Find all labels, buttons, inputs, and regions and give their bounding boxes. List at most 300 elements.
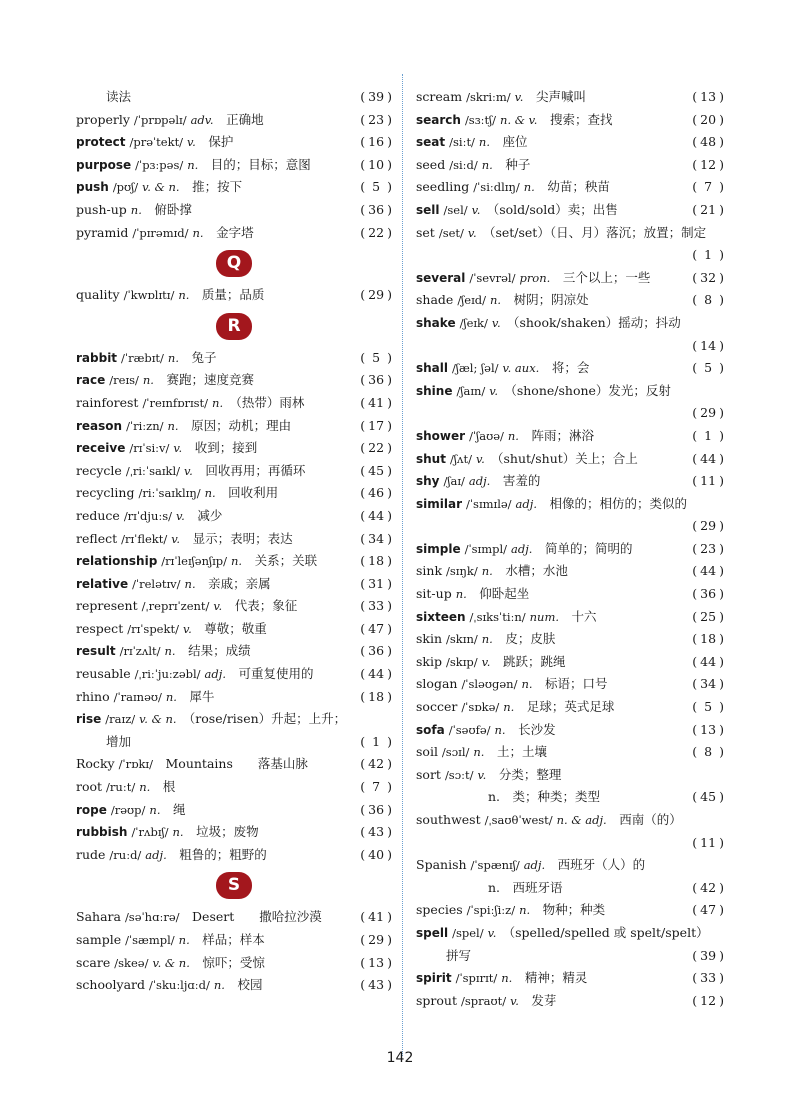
- entry-text: [416, 86, 586, 109]
- glossary-entry: [416, 967, 724, 990]
- glossary-entry: [76, 528, 392, 551]
- definition: 显示；表明；表达: [192, 530, 293, 546]
- phonetic: /rɪˈzʌlt/: [119, 644, 161, 659]
- part-of-speech: adj.: [515, 496, 537, 511]
- glossary-entry: [76, 176, 392, 199]
- unit-number: 34: [368, 530, 385, 546]
- part-of-speech: n.: [481, 564, 493, 579]
- entry-text: [416, 696, 614, 719]
- entry-text: [416, 764, 561, 787]
- headword: several: [416, 270, 466, 285]
- part-of-speech: n.: [139, 780, 151, 795]
- unit-reference: ( 32 ): [692, 267, 724, 290]
- entry-continuation: [416, 786, 724, 809]
- phonetic: /ˈrɒkɪ/: [118, 757, 153, 772]
- glossary-entry: [416, 154, 724, 177]
- part-of-speech: v.: [489, 383, 499, 398]
- part-of-speech: n.: [455, 587, 467, 602]
- unit-number: 45: [700, 789, 717, 805]
- unit-number: 48: [700, 134, 717, 150]
- unit-number: 12: [700, 156, 717, 172]
- entry-text: [416, 809, 682, 832]
- headword: sit-up: [416, 586, 452, 602]
- entry-text: [76, 222, 254, 245]
- phonetic: /spraʊt/: [460, 993, 507, 1008]
- unit-number: 13: [700, 89, 717, 104]
- headword: southwest: [416, 812, 481, 827]
- glossary-entry: [76, 929, 392, 952]
- part-of-speech: n.: [149, 802, 161, 817]
- glossary-entry: [416, 380, 724, 403]
- headword: receive: [76, 441, 126, 456]
- definition: 皮；皮肤: [505, 631, 556, 647]
- phonetic: /ˈsəʊfə/: [448, 722, 491, 737]
- part-of-speech: n.: [231, 554, 243, 569]
- definition: 阵雨；淋浴: [531, 427, 594, 443]
- phonetic: /skɪp/: [445, 654, 478, 669]
- phonetic: /ˌriːˈsaɪkl/: [125, 463, 181, 478]
- unit-reference: ( 8 ): [692, 289, 724, 312]
- glossary-entry: [76, 505, 392, 528]
- unit-reference: ( 41 ): [360, 392, 392, 415]
- definition: 代表；象征: [234, 598, 298, 614]
- unit-number: 33: [368, 598, 385, 614]
- entry-text: [76, 109, 264, 132]
- unit-number: 8: [704, 744, 713, 760]
- unit-reference: ( 22 ): [360, 222, 392, 245]
- part-of-speech: n.: [165, 689, 177, 704]
- entry-text: [416, 176, 610, 199]
- phonetic: /ruːt/: [106, 780, 136, 795]
- entry-text: [416, 854, 645, 877]
- phonetic: /ˈpɜːpəs/: [135, 157, 184, 172]
- phonetic: /ˈrʌbɪʃ/: [131, 825, 169, 840]
- entry-text: [76, 844, 267, 867]
- glossary-entry: [416, 809, 724, 832]
- glossary-entry: [416, 764, 724, 787]
- entry-text: [416, 990, 556, 1013]
- entry-text: [76, 415, 291, 438]
- entry-text: [416, 719, 556, 742]
- entry-text: [76, 753, 308, 776]
- unit-reference: ( 13 ): [360, 952, 392, 975]
- entry-text: [416, 425, 594, 448]
- entry-text: [76, 686, 214, 709]
- glossary-entry: [416, 628, 724, 651]
- unit-number: 36: [368, 201, 385, 217]
- phonetic: /raɪz/: [105, 712, 136, 727]
- part-of-speech: n.: [178, 288, 190, 303]
- headword: push: [76, 180, 109, 195]
- part-of-speech: n.: [167, 418, 179, 433]
- part-of-speech: v.: [184, 463, 193, 478]
- part-of-speech: v.: [173, 441, 183, 456]
- headword: protect: [76, 135, 126, 150]
- headword: sample: [76, 932, 122, 947]
- entry-text: [416, 380, 671, 403]
- phonetic: /skriːm/: [466, 90, 511, 104]
- part-of-speech: adj.: [145, 847, 167, 862]
- glossary-entry: [76, 640, 392, 663]
- entry-text: [76, 199, 192, 222]
- definition: 根: [162, 779, 176, 795]
- headword: search: [416, 112, 461, 127]
- definition: 尊敬；敬重: [204, 620, 267, 636]
- headword: spirit: [416, 971, 452, 986]
- definition: （热带）雨林: [235, 394, 305, 410]
- part-of-speech: v.: [213, 599, 223, 614]
- definition: 幼苗；秧苗: [547, 179, 610, 195]
- part-of-speech: v.: [510, 993, 519, 1008]
- glossary-entry: [416, 922, 724, 945]
- definition: 精神；精灵: [524, 970, 588, 986]
- entry-continuation: [76, 731, 392, 754]
- definition: 分类；整理: [498, 766, 562, 782]
- unit-number: 1: [704, 427, 713, 443]
- entry-text: [76, 573, 271, 596]
- part-of-speech: n.: [523, 180, 535, 195]
- unit-reference: ( 29 ): [360, 929, 392, 952]
- entry-text: [416, 899, 605, 922]
- glossary-entry: [76, 199, 392, 222]
- unit-reference: ( 44 ): [360, 663, 392, 686]
- entry-text: [76, 176, 242, 199]
- unit-number: 33: [700, 970, 717, 986]
- glossary-entry: [76, 573, 392, 596]
- part-of-speech: n.: [130, 202, 142, 217]
- page-number: 142: [386, 1050, 414, 1066]
- unit-reference: ( 34 ): [360, 528, 392, 551]
- unit-number: 17: [368, 417, 385, 433]
- glossary-entry: [76, 460, 392, 483]
- part-of-speech: n.: [172, 825, 184, 840]
- part-of-speech: n.: [204, 486, 216, 501]
- glossary-entry: [76, 799, 392, 822]
- glossary-entry: [416, 538, 724, 561]
- headword: rope: [76, 802, 107, 817]
- headword: simple: [416, 541, 461, 556]
- unit-reference: ( 44 ): [692, 448, 724, 471]
- part-of-speech: n. & adj.: [556, 813, 607, 827]
- unit-number: 42: [700, 879, 717, 895]
- glossary-entry: [76, 284, 392, 307]
- part-of-speech: n.: [213, 978, 225, 993]
- unit-number: 44: [368, 666, 385, 682]
- glossary-entry: [76, 392, 392, 415]
- headword: sixteen: [416, 609, 466, 624]
- headword: shall: [416, 361, 449, 376]
- definition: 俯卧撑: [154, 201, 192, 217]
- phonetic: /sɔːt/: [444, 767, 474, 782]
- headword: reusable: [76, 666, 131, 682]
- unit-number: 44: [700, 653, 717, 669]
- part-of-speech: num.: [529, 609, 560, 624]
- unit-number: 10: [368, 156, 385, 172]
- unit-number: 29: [368, 932, 385, 947]
- part-of-speech: v.: [514, 90, 524, 104]
- unit-reference: ( 44 ): [692, 560, 724, 583]
- headword: Spanish: [416, 857, 467, 873]
- definition: （shook/shaken）摇动；抖动: [513, 314, 681, 330]
- definition: 减少: [197, 507, 223, 523]
- unit-reference: ( 25 ): [692, 606, 724, 629]
- unit-number: 22: [368, 224, 385, 240]
- phonetic: /rɪˈsiːv/: [129, 441, 170, 456]
- glossary-entry: [416, 696, 724, 719]
- part-of-speech: n.: [481, 632, 493, 647]
- phonetic: /ˈreɪnfɒrɪst/: [142, 395, 209, 410]
- left-column: [76, 86, 392, 997]
- entry-text: [76, 595, 297, 618]
- headword: Sahara: [76, 909, 121, 925]
- part-of-speech: adv.: [190, 112, 214, 127]
- definition: 粗鲁的；粗野的: [179, 846, 267, 862]
- phonetic: /ˈspænɪʃ/: [470, 858, 520, 873]
- headword: species: [416, 902, 463, 918]
- part-of-speech: n.: [521, 677, 533, 692]
- phonetic: /sɜːtʃ/: [464, 112, 497, 127]
- definition: 仰卧起坐: [479, 586, 530, 602]
- headword: race: [76, 373, 106, 388]
- headword: rubbish: [76, 825, 128, 840]
- phonetic: /reɪs/: [109, 373, 139, 388]
- definition: 害羞的: [502, 473, 541, 489]
- entry-text: [416, 628, 555, 651]
- entry-continuation: [416, 832, 724, 855]
- unit-reference: ( 47 ): [360, 618, 392, 641]
- part-of-speech: adj.: [511, 541, 533, 556]
- entry-text: [76, 799, 186, 822]
- glossary-entry: [76, 415, 392, 438]
- glossary-entry: [416, 199, 724, 222]
- unit-reference: ( 5 ): [692, 696, 724, 719]
- definition: 西南（的）: [619, 812, 682, 827]
- phonetic: /spel/: [452, 925, 484, 940]
- unit-reference: ( 36 ): [360, 799, 392, 822]
- part-of-speech: v. & n.: [142, 180, 180, 195]
- part-of-speech: n.: [142, 373, 154, 388]
- definition: （shone/shone）发光；反射: [510, 382, 671, 398]
- headword: soil: [416, 744, 438, 760]
- entry-text: [76, 952, 265, 975]
- phonetic: /ʃeɪd/: [457, 293, 487, 308]
- phonetic: /rɪˈflekt/: [121, 531, 168, 546]
- headword: pyramid: [76, 224, 129, 240]
- definition: 收到；接到: [194, 440, 258, 456]
- unit-reference: ( 36 ): [692, 583, 724, 606]
- glossary-entry: [416, 289, 724, 312]
- letter-section-header: [76, 307, 392, 347]
- headword: represent: [76, 598, 138, 614]
- phonetic: /ˈriːzn/: [126, 418, 164, 433]
- part-of-speech: n.: [507, 428, 519, 443]
- definition: 水槽；水池: [505, 563, 568, 579]
- definition: 相像的；相仿的；类似的: [549, 495, 688, 511]
- unit-number: 41: [368, 394, 385, 410]
- glossary-entry: [76, 550, 392, 573]
- unit-number: 22: [368, 440, 385, 456]
- entry-text: [76, 392, 304, 415]
- part-of-speech: v.: [187, 135, 196, 150]
- phonetic: /prəˈtekt/: [129, 135, 184, 150]
- unit-reference: ( 42 ): [360, 753, 392, 776]
- part-of-speech: v.: [176, 508, 185, 523]
- headword: respect: [76, 620, 124, 636]
- unit-reference: ( 43 ): [360, 974, 392, 997]
- unit-number: 21: [700, 201, 717, 217]
- unit-number: 23: [700, 540, 717, 556]
- unit-number: 20: [700, 111, 717, 127]
- entry-text: [416, 922, 709, 945]
- unit-reference: ( 18 ): [360, 686, 392, 709]
- unit-number: 44: [368, 507, 385, 523]
- unit-reference: ( 21 ): [692, 199, 724, 222]
- entry-text: [76, 437, 257, 460]
- phonetic: /ˌsɪksˈtiːn/: [469, 609, 526, 624]
- glossary-entry: [416, 560, 724, 583]
- unit-reference: ( 39 ): [360, 86, 392, 109]
- definition: 校园: [237, 977, 263, 993]
- phonetic: /ˈrelətɪv/: [132, 576, 181, 591]
- entry-text: [416, 154, 530, 177]
- headword: rude: [76, 846, 106, 862]
- entry-text: [76, 154, 311, 177]
- unit-reference: ( 11 ): [692, 470, 724, 493]
- entry-text: [76, 528, 293, 551]
- glossary-entry: [76, 974, 392, 997]
- definition: 物种；种类: [542, 902, 606, 918]
- headword: rabbit: [76, 350, 118, 365]
- headword: shy: [416, 474, 440, 489]
- phonetic: /ʃʌt/: [449, 451, 472, 466]
- phonetic: /ˈsɪmɪlə/: [466, 496, 512, 511]
- part-of-speech: v.: [491, 315, 501, 330]
- definition: 犀牛: [189, 688, 215, 704]
- definition: 赛跑；速度竞赛: [166, 372, 254, 388]
- entry-text: [416, 267, 650, 290]
- right-column: [416, 86, 724, 1012]
- definition: 正确地: [226, 111, 264, 127]
- glossary-entry: [416, 741, 724, 764]
- unit-number: 36: [368, 372, 385, 388]
- unit-reference: ( 5 ): [360, 347, 392, 370]
- entry-text: [76, 974, 262, 997]
- entry-text: [76, 505, 222, 528]
- glossary-entry: [416, 583, 724, 606]
- entry-text: [416, 651, 565, 674]
- unit-reference: ( 34 ): [692, 673, 724, 696]
- entry-text: [416, 583, 529, 606]
- part-of-speech: n.: [494, 722, 506, 737]
- glossary-entry: [416, 470, 724, 493]
- entry-continuation: [416, 945, 724, 968]
- part-of-speech: v.: [487, 925, 497, 940]
- glossary-entry: [76, 131, 392, 154]
- glossary-entry: [76, 109, 392, 132]
- unit-reference: ( 43 ): [360, 821, 392, 844]
- entry-text: [76, 131, 233, 154]
- entry-continuation: [416, 335, 724, 358]
- unit-number: 42: [368, 756, 385, 772]
- phonetic: /ˈpɪrəmɪd/: [132, 225, 189, 240]
- definition: Mountains 落基山脉: [165, 756, 308, 772]
- unit-number: 36: [368, 801, 385, 817]
- entry-text: [416, 289, 589, 312]
- unit-number: 39: [700, 947, 717, 963]
- unit-number: 34: [700, 676, 717, 692]
- definition: 可重复使用的: [238, 666, 314, 682]
- definition: （rose/risen）升起；上升；: [189, 711, 347, 727]
- unit-reference: ( 1 ): [692, 425, 724, 448]
- glossary-entry: [76, 844, 392, 867]
- entry-continuation: [416, 244, 724, 267]
- glossary-entry: [76, 369, 392, 392]
- headword: reduce: [76, 507, 120, 523]
- definition: Desert 撒哈拉沙漠: [192, 909, 322, 925]
- headword: skin: [416, 631, 443, 647]
- headword: scream: [416, 89, 463, 104]
- unit-number: 40: [368, 846, 385, 862]
- unit-number: 5: [372, 179, 381, 195]
- entry-continuation-text: n. 西班牙语: [488, 879, 563, 895]
- definition: 原因；动机；理由: [191, 417, 292, 433]
- entry-text: [416, 493, 687, 516]
- part-of-speech: v.: [471, 202, 481, 217]
- entry-text: [416, 741, 547, 764]
- entry-text: [76, 618, 267, 641]
- entry-text: [76, 347, 217, 370]
- headword: seat: [416, 135, 446, 150]
- entry-text: [416, 560, 568, 583]
- headword: spell: [416, 925, 449, 940]
- glossary-entry: [76, 347, 392, 370]
- entry-continuation: [416, 402, 724, 425]
- phonetic: /siːt/: [449, 135, 475, 150]
- unit-reference: ( 29 ): [692, 515, 724, 538]
- phonetic: /set/: [438, 225, 464, 240]
- unit-number: 7: [704, 179, 713, 195]
- column-divider: [402, 74, 403, 1056]
- part-of-speech: n.: [192, 225, 204, 240]
- unit-number: 44: [700, 450, 717, 466]
- unit-reference: ( 16 ): [360, 131, 392, 154]
- headword: relative: [76, 576, 129, 591]
- unit-reference: ( 36 ): [360, 199, 392, 222]
- unit-number: 46: [368, 485, 385, 501]
- phonetic: /ˌsaʊθˈwest/: [484, 813, 553, 827]
- unit-reference: ( 1 ): [692, 244, 724, 267]
- headword: seedling: [416, 179, 470, 195]
- headword: sofa: [416, 722, 445, 737]
- entry-continuation: [416, 877, 724, 900]
- phonetic: /sɔɪl/: [441, 745, 470, 760]
- headword: scare: [76, 954, 111, 970]
- part-of-speech: v.: [475, 451, 485, 466]
- definition: 保护: [208, 134, 234, 150]
- unit-number: 16: [368, 134, 385, 150]
- unit-number: 1: [704, 247, 713, 263]
- entry-text: [76, 929, 265, 952]
- headword: slogan: [416, 676, 458, 692]
- unit-number: 18: [368, 688, 385, 704]
- phonetic: /rɪˈdjuːs/: [123, 508, 173, 523]
- definition: 回收再用；再循环: [205, 462, 306, 478]
- unit-number: 45: [368, 462, 385, 478]
- unit-reference: ( 7 ): [360, 776, 392, 799]
- headword: sort: [416, 766, 441, 782]
- entry-text: [76, 663, 314, 686]
- phonetic: /pʊʃ/: [112, 180, 139, 195]
